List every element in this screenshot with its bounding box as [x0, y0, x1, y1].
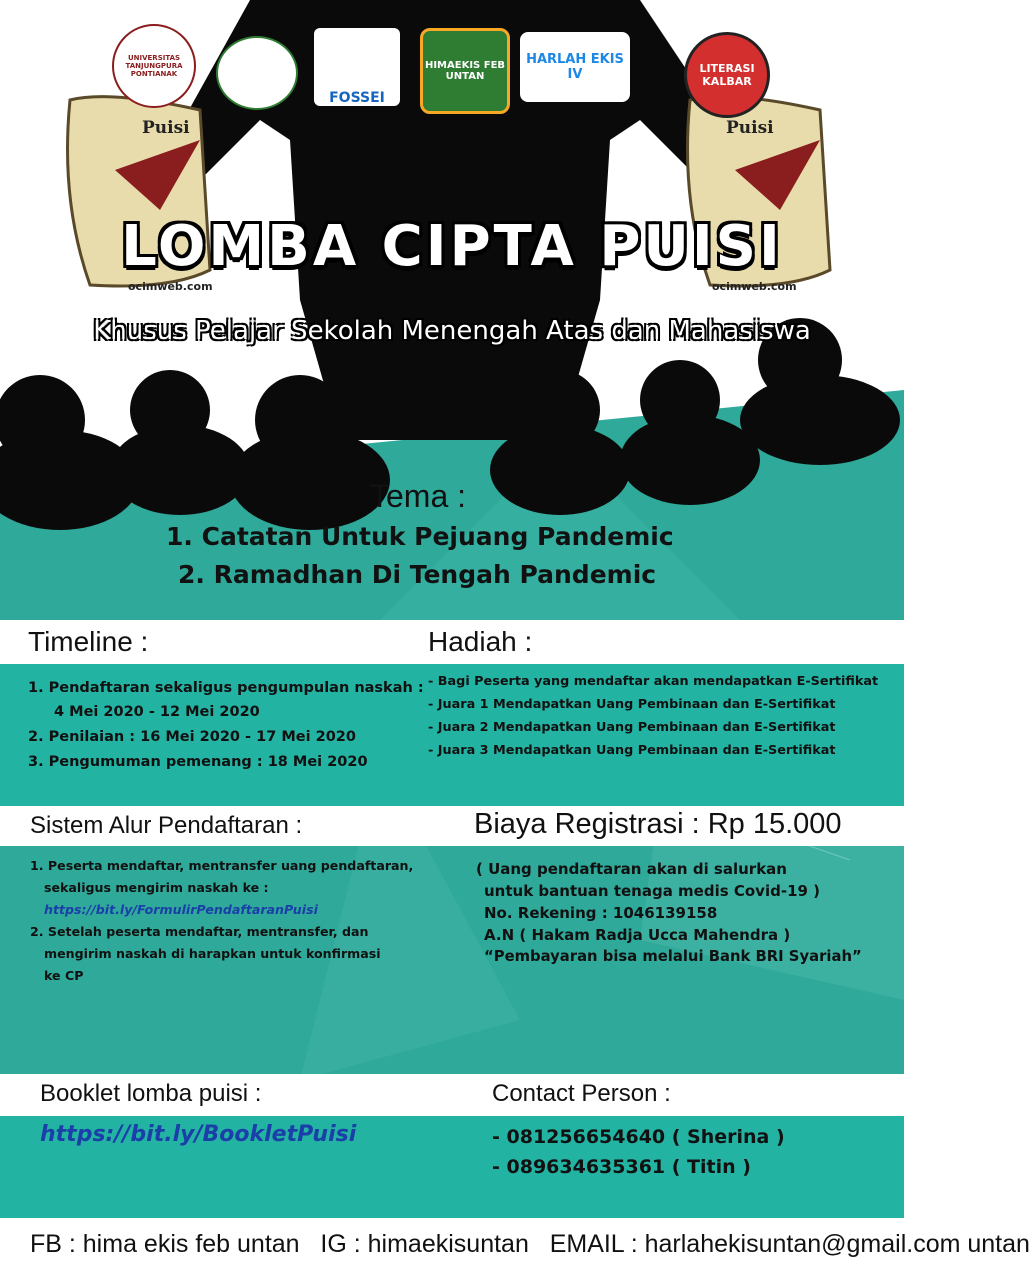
biaya-heading: Biaya Registrasi : Rp 15.000: [474, 808, 842, 840]
tema-item-1: 1. Catatan Untuk Pejuang Pandemic: [166, 522, 674, 551]
contact-heading: Contact Person :: [492, 1080, 671, 1107]
hadiah-item-2: - Juara 1 Mendapatkan Uang Pembinaan dan E-Sertifikat: [428, 697, 836, 712]
sistem-step-2a: 2. Setelah peserta mendaftar, mentransfer, dan: [30, 924, 369, 939]
contact-item-1: - 081256654640 ( Sherina ): [492, 1126, 785, 1148]
page-title: LOMBA CIPTA PUISI: [121, 214, 783, 279]
footer-contacts: FB : hima ekis feb untan IG : himaekisuntan EMAIL : harlahekisuntan@gmail.com untan: [30, 1230, 1030, 1258]
biaya-line-5: “Pembayaran bisa melalui Bank BRI Syariah”: [484, 948, 862, 965]
untan-logo: UNIVERSITAS TANJUNGPURA PONTIANAK: [112, 24, 196, 108]
scroll-left-label: Puisi: [142, 118, 190, 138]
sistem-step-2b: mengirim naskah di harapkan untuk konfirmasi: [44, 946, 381, 961]
literasi-logo: LITERASI KALBAR: [684, 32, 770, 118]
biaya-line-2: untuk bantuan tenaga medis Covid-19 ): [484, 882, 821, 900]
feb-logo: [216, 36, 298, 110]
contact-item-2: - 089634635361 ( Titin ): [492, 1156, 751, 1178]
timeline-heading: Timeline :: [28, 626, 149, 657]
registration-form-link[interactable]: https://bit.ly/FormulirPendaftaranPuisi: [44, 902, 318, 917]
fossei-logo: FOSSEI: [314, 28, 400, 106]
sistem-heading: Sistem Alur Pendaftaran :: [30, 812, 303, 839]
biaya-line-4: A.N ( Hakam Radja Ucca Mahendra ): [484, 926, 791, 944]
himaekis-logo: HIMAEKIS FEB UNTAN: [420, 28, 510, 114]
timeline-item-3: 3. Pengumuman pemenang : 18 Mei 2020: [28, 754, 368, 770]
timeline-item-1-date: 4 Mei 2020 - 12 Mei 2020: [54, 704, 260, 720]
biaya-line-3: No. Rekening : 1046139158: [484, 904, 718, 922]
hadiah-heading: Hadiah :: [428, 626, 533, 657]
sistem-step-2c: ke CP: [44, 968, 84, 983]
page-subtitle: Khusus Pelajar Sekolah Menengah Atas dan Mahasiswa: [93, 316, 811, 346]
hadiah-item-4: - Juara 3 Mendapatkan Uang Pembinaan dan E-Sertifikat: [428, 743, 836, 758]
scroll-left-watermark: ocimweb.com: [128, 280, 213, 293]
sistem-step-1b: sekaligus mengirim naskah ke :: [44, 880, 269, 895]
tema-heading: Tema :: [370, 478, 467, 514]
harlah-logo: HARLAH EKIS IV: [520, 32, 630, 102]
biaya-line-1: ( Uang pendaftaran akan di salurkan: [476, 860, 787, 878]
scroll-right-label: Puisi: [726, 118, 774, 138]
scroll-right-watermark: ocimweb.com: [712, 280, 797, 293]
booklet-heading: Booklet lomba puisi :: [40, 1080, 262, 1107]
hadiah-item-1: - Bagi Peserta yang mendaftar akan mendapatkan E-Sertifikat: [428, 674, 879, 689]
sistem-step-1a: 1. Peserta mendaftar, mentransfer uang pendaftaran,: [30, 858, 414, 873]
timeline-item-2: 2. Penilaian : 16 Mei 2020 - 17 Mei 2020: [28, 729, 356, 745]
tema-item-2: 2. Ramadhan Di Tengah Pandemic: [178, 560, 657, 589]
booklet-link[interactable]: https://bit.ly/BookletPuisi: [40, 1122, 357, 1147]
timeline-item-1: 1. Pendaftaran sekaligus pengumpulan naskah :: [28, 680, 424, 696]
hadiah-item-3: - Juara 2 Mendapatkan Uang Pembinaan dan E-Sertifikat: [428, 720, 836, 735]
